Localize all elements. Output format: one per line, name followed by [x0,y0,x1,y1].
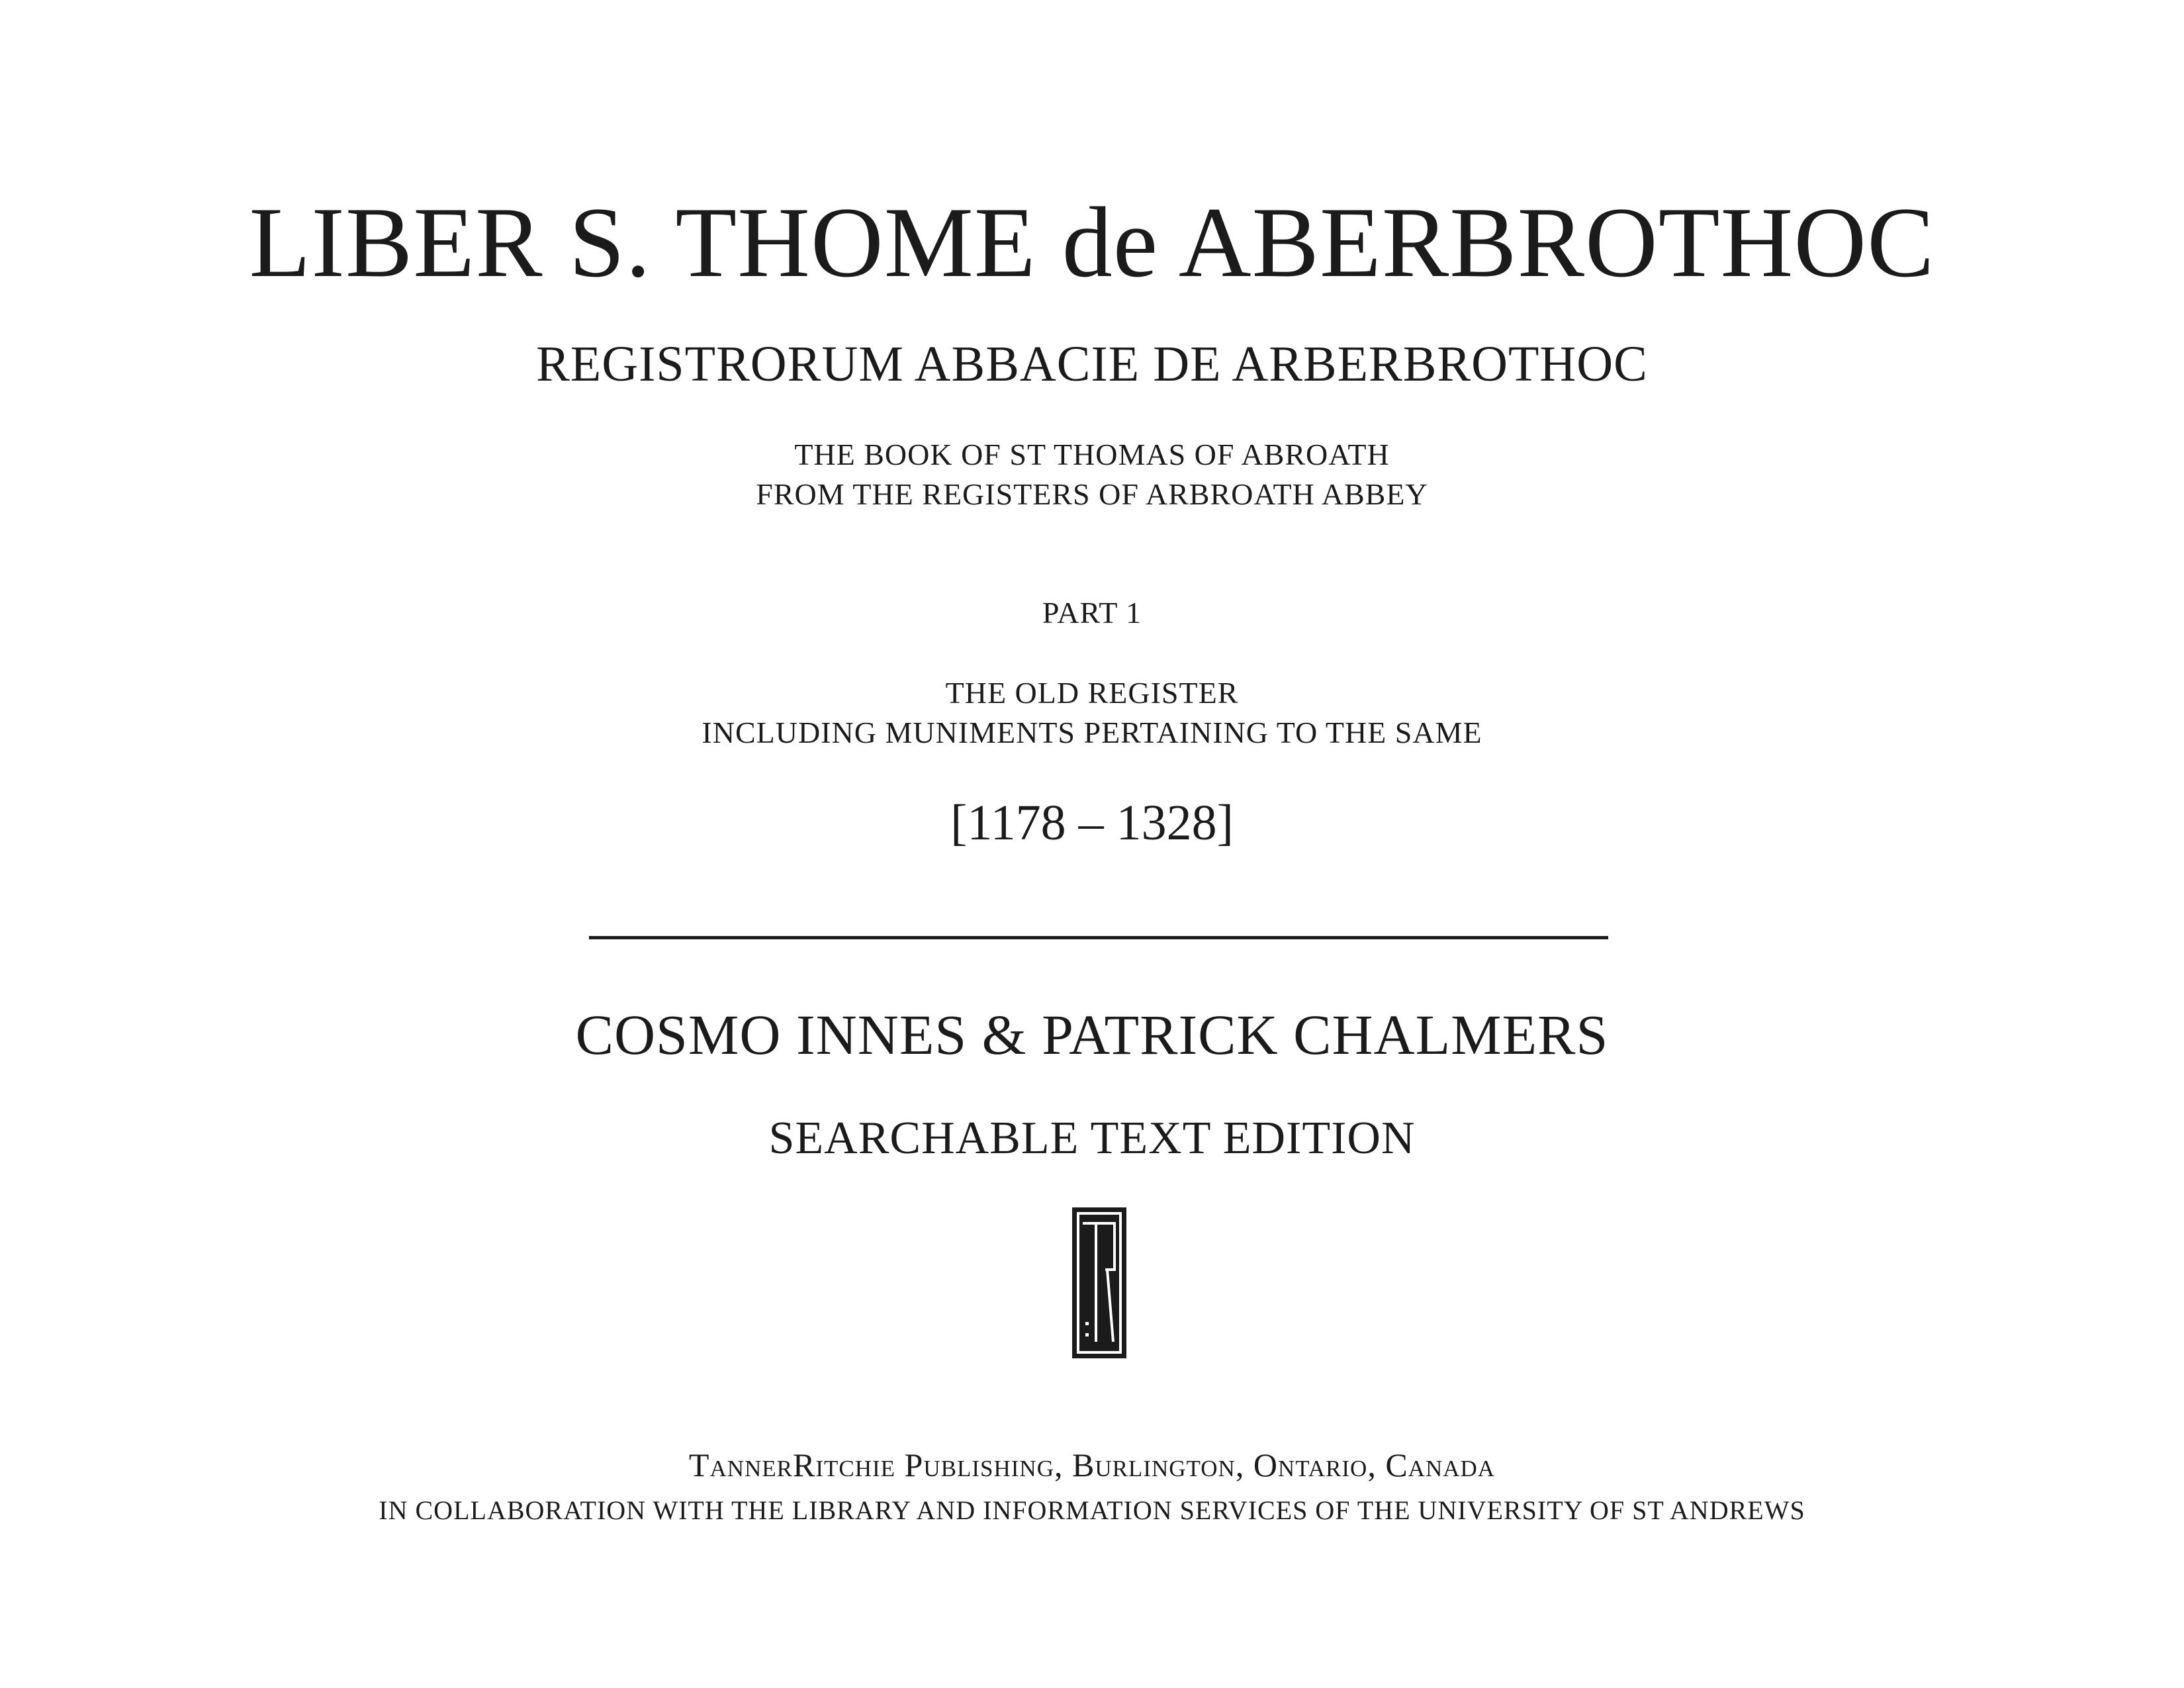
publisher-line: TannerRitchie Publishing, Burlington, Ontario, Canada [688,1446,1496,1483]
collaboration-line: IN COLLABORATION WITH THE LIBRARY AND INFORMATION SERVICES OF THE UNIVERSITY OF ST ANDREWS [379,1495,1805,1525]
page-title: LIBER S. THOME de ABERBROTHOC [249,187,1935,298]
authors: COSMO INNES & PATRICK CHALMERS [575,1003,1609,1066]
date-range: [1178 – 1328] [950,795,1234,851]
book-description-line-1: THE BOOK OF ST THOMAS OF ABROATH [794,438,1390,471]
old-register-line-1: THE OLD REGISTER [945,676,1239,710]
old-register-line-2: INCLUDING MUNIMENTS PERTAINING TO THE SAME [702,716,1482,749]
page-subtitle: REGISTRORUM ABBACIE DE ARBERBROTHOC [536,336,1648,392]
horizontal-divider [589,936,1608,939]
tannerritchie-tr-logo-icon [1071,1206,1128,1360]
book-description-line-2: FROM THE REGISTERS OF ARBROATH ABBEY [756,477,1428,511]
part-label: PART 1 [1042,596,1142,630]
edition-label: SEARCHABLE TEXT EDITION [768,1113,1416,1164]
